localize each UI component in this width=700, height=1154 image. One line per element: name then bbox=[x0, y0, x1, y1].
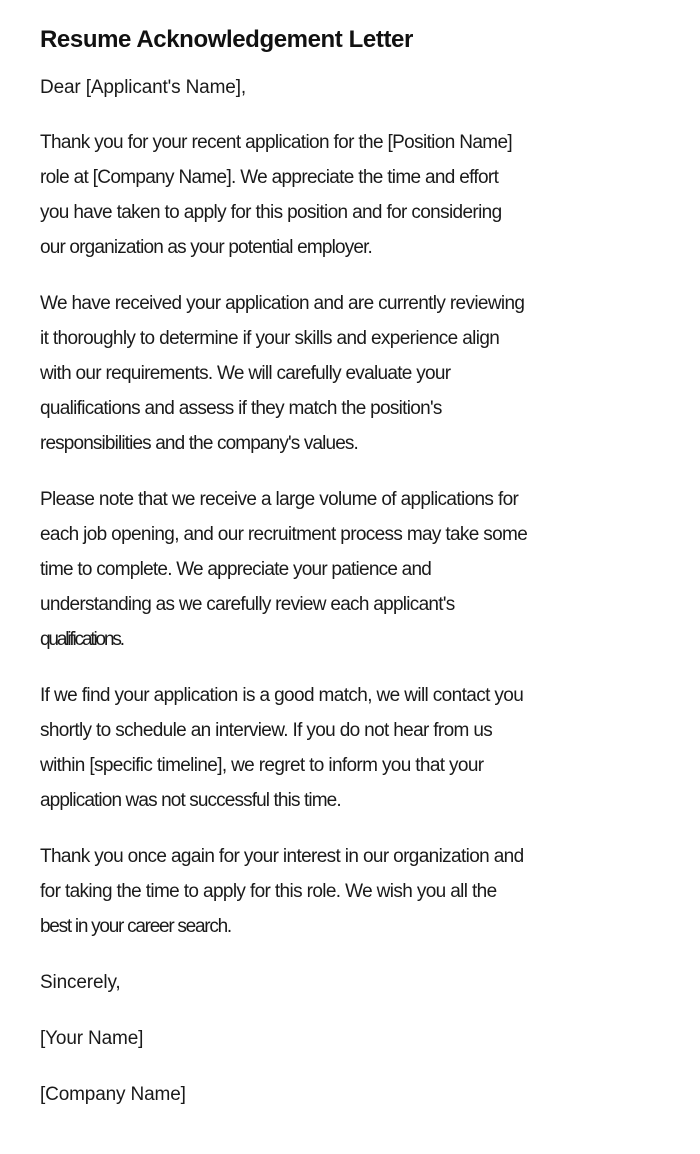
text-line: We have received your application and are currently reviewing bbox=[40, 293, 525, 314]
text-line: you have taken to apply for this position and for considering bbox=[40, 202, 502, 223]
paragraph-thank-you bbox=[40, 125, 680, 265]
text-line: within [specific timeline], we regret to inform you that your bbox=[40, 755, 484, 776]
signature-company: [Company Name] bbox=[40, 1084, 186, 1105]
text-line: qualifications. bbox=[40, 629, 123, 650]
text-line: shortly to schedule an interview. If you do not hear from us bbox=[40, 720, 493, 741]
letter-title: Resume Acknowledgement Letter bbox=[40, 26, 413, 53]
text-line: it thoroughly to determine if your skills and experience align bbox=[40, 328, 500, 349]
text-line: responsibilities and the company's values. bbox=[40, 433, 358, 454]
text-line: best in your career search. bbox=[40, 916, 231, 937]
text-line: Thank you for your recent application for the [Position Name] bbox=[40, 132, 513, 153]
paragraph-volume-note bbox=[40, 482, 680, 657]
paragraph-closing-thanks bbox=[40, 839, 680, 944]
text-line: Thank you once again for your interest in our organization and bbox=[40, 846, 524, 867]
letter-document bbox=[40, 24, 680, 1133]
text-line: If we find your application is a good match, we will contact you bbox=[40, 685, 524, 706]
paragraph-received bbox=[40, 286, 680, 461]
text-line: time to complete. We appreciate your patience and bbox=[40, 559, 432, 580]
letter-greeting: Dear [Applicant's Name], bbox=[40, 77, 246, 98]
text-line: qualifications and assess if they match the position's bbox=[40, 398, 442, 419]
paragraph-next-steps bbox=[40, 678, 680, 818]
text-line: role at [Company Name]. We appreciate the time and effort bbox=[40, 167, 499, 188]
text-line: for taking the time to apply for this role. We wish you all the bbox=[40, 881, 497, 902]
text-line: each job opening, and our recruitment process may take some bbox=[40, 524, 528, 545]
signature-name: [Your Name] bbox=[40, 1028, 144, 1049]
text-line: understanding as we carefully review each applicant's bbox=[40, 594, 455, 615]
text-line: with our requirements. We will carefully evaluate your bbox=[40, 363, 451, 384]
text-line: Please note that we receive a large volume of applications for bbox=[40, 489, 519, 510]
text-line: our organization as your potential employer. bbox=[40, 237, 373, 258]
letter-closing: Sincerely, bbox=[40, 972, 121, 993]
text-line: application was not successful this time. bbox=[40, 790, 341, 811]
